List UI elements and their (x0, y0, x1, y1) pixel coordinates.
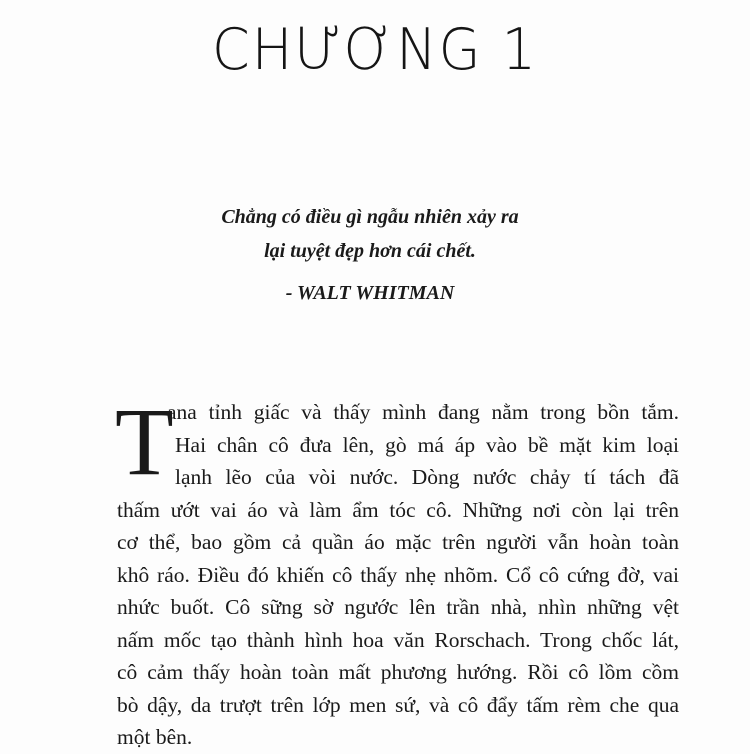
body-line: Hai chân cô đưa lên, gò má áp vào bề mặt kim loại (175, 432, 679, 457)
body-line: cô cảm thấy hoàn toàn mất phương hướng. Rồi cô lồm cồm (117, 660, 679, 684)
chapter-title: CHƯƠNG 1 (212, 16, 538, 83)
body-line: nhức buốt. Cô sững sờ ngước lên trần nhà, nhìn những vệt (117, 595, 679, 619)
epigraph-line: Chẳng có điều gì ngẫu nhiên xảy ra (221, 206, 519, 228)
epigraph (170, 200, 570, 310)
epigraph-line: lại tuyệt đẹp hơn cái chết. (264, 240, 476, 262)
body-text (115, 388, 679, 754)
body-line: bò dậy, da trượt trên lớp men sứ, và cô đẩy tấm rèm che qua (117, 692, 679, 717)
body-line: thấm ướt vai áo và làm ẩm tóc cô. Những nơi còn lại trên (117, 497, 679, 522)
body-line: cơ thể, bao gồm cả quần áo mặc trên người vẫn hoàn toàn (117, 530, 679, 554)
drop-cap: T (115, 388, 174, 495)
body-line: một bên. (117, 725, 193, 749)
body-line: khô ráo. Điều đó khiến cô thấy nhẹ nhõm. Cổ cô cứng đờ, vai (117, 562, 679, 587)
body-line: ana tỉnh giấc và thấy mình đang nằm trong bồn tắm. (167, 400, 679, 424)
body-line: lạnh lẽo của vòi nước. Dòng nước chảy tí tách đã (175, 465, 679, 489)
epigraph-author: - WALT WHITMAN (285, 282, 455, 304)
body-line: nấm mốc tạo thành hình hoa văn Rorschach. Trong chốc lát, (117, 627, 679, 652)
